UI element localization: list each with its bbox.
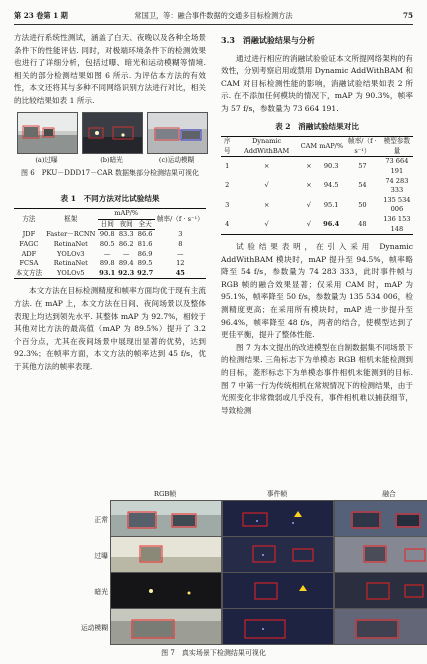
table-row <box>221 196 413 215</box>
table-cell: 135 534 006 <box>383 195 411 214</box>
table-cell: RetinaNet <box>53 259 88 268</box>
column-header: 框架 <box>44 209 98 230</box>
body-paragraph: 图 7 为本文提出的改进模型在自制数据集不同场景下的检测结果. 三角标志下为单模态 RGB 相机未能检测到的目标，菱形标志下为单模态事件相机未能测到的目标. 图 7 中第一行为传统相机在常规情况下的检测结果，由于光照变化非常微弱或几乎没有，事件相机难以捕获细节，导致检测 <box>221 342 413 415</box>
column-header: mAP/% <box>98 209 155 220</box>
figure-7-column-header: 融合 <box>382 490 396 498</box>
table-cell: × <box>306 181 312 190</box>
table-row <box>14 240 206 250</box>
rgb-frame-motion-blur <box>110 608 222 645</box>
figure-6-label-b: (b)暗光 <box>100 155 123 164</box>
table-row <box>221 215 413 235</box>
figure-6-caption: 图 6 PKU－DDD17－CAR 数据集部分检测结果可视化 <box>21 168 199 177</box>
column-header: 帧率/（f · s⁻¹） <box>344 137 381 157</box>
body-paragraph: 通过进行相应的消融试验验证本文所提网络架构的有效性，分别考察启用或禁用 Dynamic AddWithBAM 和 CAM 对目标检测性能的影响，消融试验结果如表 2 所示. 在不添加任何模块的情况下，mAP 为 90.3%，帧率为 57 f/s，参数量为 73 664 191. <box>221 53 413 113</box>
table-cell: 89.4 <box>118 259 134 268</box>
column-header: 方法 <box>14 209 44 230</box>
fused-frame-lowlight <box>334 572 427 609</box>
table-cell: 8 <box>178 239 183 248</box>
event-frame-normal <box>222 500 334 537</box>
table-cell: √ <box>234 215 300 235</box>
table-cell: Faster－RCNN <box>46 230 96 239</box>
figure-7-column-header: RGB帧 <box>153 490 177 498</box>
table-row <box>14 230 206 240</box>
table-cell: 90.3 <box>323 162 339 171</box>
column-header: 夜间 <box>117 219 136 230</box>
table-cell: 92.7 <box>136 269 155 279</box>
table-cell: YOLOv5 <box>44 269 98 279</box>
body-paragraph: 本文方法在目标检测精度和帧率方面均优于现有主流方法. 在 mAP 上，本文方法在日间、夜间场景以及整体表现上均达到领先水平. 其整体 mAP 为 92.7%，相较于其他对比方法的最高值（mAP 为 89.5%）提升了 3.2 个百分点，尤其在夜间场景中展现出显著的优势，达到 92.3%；在帧率方面，本文方法的帧率达到 45 f/s，优于其他方法的帧率表现. <box>14 286 206 371</box>
table-cell: 81.6 <box>137 239 153 248</box>
table-cell: 54 <box>358 181 367 190</box>
table-cell: 89.8 <box>99 259 115 268</box>
table-row <box>14 250 206 260</box>
table-cell: YOLOv3 <box>57 249 85 258</box>
motion-blur-image <box>147 112 208 154</box>
column-header: CAM <box>300 137 319 157</box>
table-cell: FAGC <box>19 239 39 248</box>
column-header: 日间 <box>98 219 117 230</box>
table-cell: 96.4 <box>318 215 344 235</box>
figure-6-label-a: (a)过曝 <box>35 155 58 164</box>
table-cell: 1 <box>225 162 230 171</box>
table-row <box>221 157 413 177</box>
table-cell: 50 <box>358 200 367 209</box>
journal-volume: 第 23 卷第 1 期 <box>14 11 68 20</box>
table-row <box>14 269 206 279</box>
fused-frame-motion-blur <box>334 608 427 645</box>
table-row <box>14 259 206 269</box>
running-title: 常国卫，等：融合事件数据的交通多目标检测方法 <box>134 11 293 20</box>
rgb-frame-normal <box>110 500 222 537</box>
figure-7-row-label: 运动模糊 <box>80 624 108 632</box>
table-cell: × <box>306 162 312 171</box>
table-row <box>221 177 413 196</box>
figure-7-row-label: 正常 <box>94 516 108 524</box>
table-1 <box>14 208 206 279</box>
table-cell: FCSA <box>19 259 39 268</box>
table-2-title: 表 2 消融试验结果对比 <box>275 121 359 131</box>
table-cell: — <box>177 249 184 258</box>
overexposed-image <box>17 112 78 154</box>
figure-7-caption: 图 7 真实场景下检测结果可视化 <box>161 649 266 657</box>
table-cell: 136 153 148 <box>381 215 413 235</box>
table-cell: 12 <box>176 259 185 268</box>
table-cell: 2 <box>225 181 230 190</box>
figure-7-row-label: 过曝 <box>94 552 108 560</box>
body-paragraph: 方法进行系统性测试，涵盖了白天、夜晚以及各种全场景条件下的性能评估. 同时，对极端环境条件下的检测效果也进行了详细分析，包括过曝、暗光和运动模糊等情境. 相关的部分检测结果如图 6 所示. 为评估本方法的有效性，本文还将其与多种不同网络识别方法进行对比，相关的比较结果如表 1 所示. <box>14 33 206 105</box>
table-cell: 94.5 <box>323 181 339 190</box>
table-cell: 48 <box>344 215 381 235</box>
table-cell: 89.5 <box>137 259 153 268</box>
figure-7-row-label: 暗光 <box>94 588 108 596</box>
table-cell: 86.6 <box>137 230 153 239</box>
fused-frame-normal <box>334 500 427 537</box>
table-cell: 95.1 <box>323 200 339 209</box>
table-cell: RetinaNet <box>53 239 88 248</box>
table-cell: 3 <box>178 230 183 239</box>
table-cell: 74 283 333 <box>385 176 409 195</box>
table-cell: √ <box>306 200 311 209</box>
page-number: 75 <box>402 11 413 20</box>
column-header: mAP/% <box>318 137 344 157</box>
body-paragraph: 试验结果表明，在引入采用 Dynamic AddWithBAM 模块时，mAP 提升至 94.5%，帧率略降至 54 f/s，参数量为 74 283 333，此时事件帧与 RGB 帧的融合效果显著；仅采用 CAM 时，mAP 为 95.1%，帧率降至 50 f/s，参数量为 135 534 006，检测精度更高；在采用所有模块时，mAP 进一步提升至 96.4%，帧率降至 48 f/s，两者的结合，使模型达到了更佳平衡，提升了整体性能. <box>221 242 413 340</box>
table-cell: 本文方法 <box>14 269 44 279</box>
table-cell: — <box>103 249 111 258</box>
column-header: 模型参数量 <box>381 137 413 157</box>
running-header <box>14 8 413 25</box>
column-header: Dynamic AddWithBAM <box>234 137 300 157</box>
figure-6-label-c: (c)运动模糊 <box>158 155 195 164</box>
event-frame-lowlight <box>222 572 334 609</box>
column-header: 序号 <box>221 137 234 157</box>
table-cell: 83.3 <box>118 230 134 239</box>
table-cell: 90.8 <box>99 230 115 239</box>
column-header: 帧率/（f · s⁻¹） <box>155 209 206 230</box>
table-cell: 57 <box>358 162 367 171</box>
table-cell: √ <box>264 181 269 190</box>
table-cell: × <box>263 200 270 209</box>
table-cell: 92.3 <box>117 269 136 279</box>
rgb-frame-overexposed <box>110 536 222 573</box>
table-cell: ADF <box>21 249 37 258</box>
event-frame-overexposed <box>222 536 334 573</box>
figure-7-column-header: 事件帧 <box>266 490 288 498</box>
event-frame-motion-blur <box>222 608 334 645</box>
table-cell: JDF <box>22 230 36 239</box>
table-cell: √ <box>300 215 319 235</box>
table-cell: 45 <box>155 269 206 279</box>
table-cell: 4 <box>221 215 234 235</box>
right-column <box>221 32 413 417</box>
table-cell: 86.9 <box>137 249 153 258</box>
section-heading: 3.3 消融试验结果与分析 <box>221 35 315 45</box>
table-cell: 73 664 191 <box>385 157 409 175</box>
table-cell: — <box>122 249 130 258</box>
left-column <box>14 32 206 373</box>
figure-7 <box>14 488 413 658</box>
table-cell: 93.1 <box>98 269 117 279</box>
table-cell: 86.2 <box>118 239 134 248</box>
column-header: 全天 <box>136 219 155 230</box>
table-2 <box>221 136 413 235</box>
table-cell: × <box>263 162 270 171</box>
fused-frame-overexposed <box>334 536 427 573</box>
figure-6 <box>14 112 206 188</box>
table-1-title: 表 1 不同方法对比试验结果 <box>60 193 160 203</box>
lowlight-image <box>82 112 143 154</box>
table-cell: 80.5 <box>99 239 115 248</box>
table-cell: 3 <box>225 200 230 209</box>
rgb-frame-lowlight <box>110 572 222 609</box>
